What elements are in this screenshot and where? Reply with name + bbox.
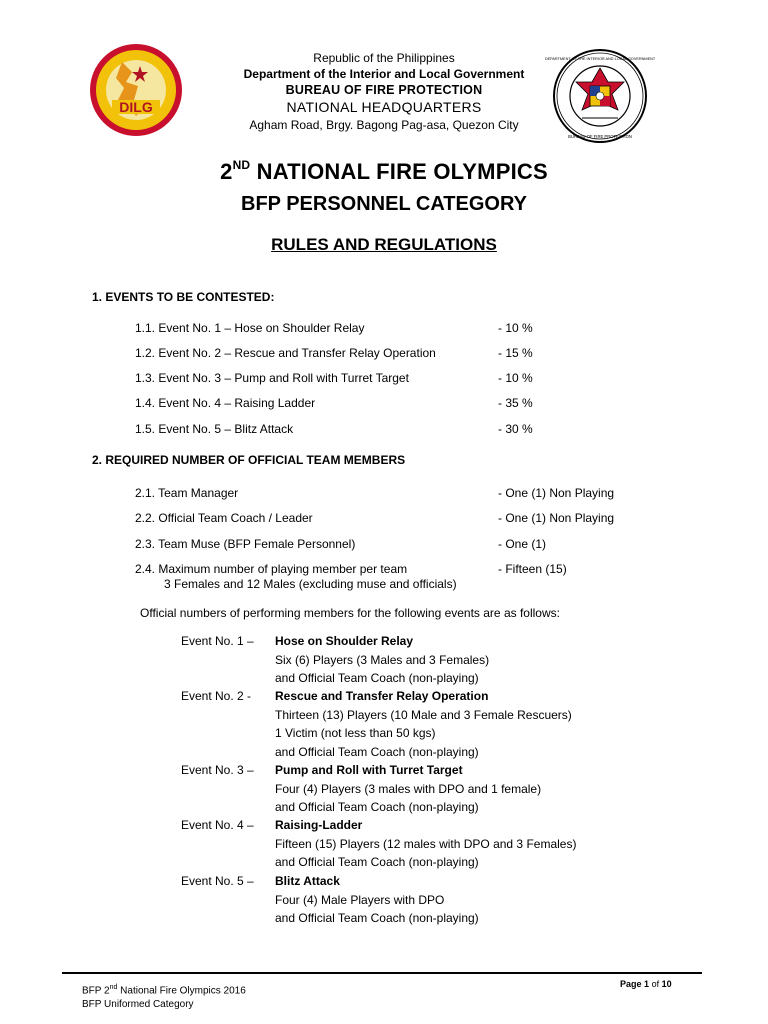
section1-heading: 1. EVENTS TO BE CONTESTED: [92, 290, 275, 304]
hq-line: NATIONAL HEADQUARTERS [286, 99, 482, 115]
svg-text:DEPARTMENT OF THE INTERIOR AND: DEPARTMENT OF THE INTERIOR AND LOCAL GOVERNMENT [544, 57, 656, 61]
section2-heading: 2. REQUIRED NUMBER OF OFFICIAL TEAM MEMBERS [92, 453, 406, 467]
category-title: BFP PERSONNEL CATEGORY [241, 193, 527, 215]
republic-line: Republic of the Philippines [313, 51, 455, 65]
letterhead [150, 50, 618, 133]
department-line: Department of the Interior and Local Government [243, 67, 525, 81]
performing-members-note: Official numbers of performing members for the following events are as follows: [140, 606, 560, 620]
address-line: Agham Road, Brgy. Bagong Pag-asa, Quezon City [249, 118, 519, 132]
footer-divider [62, 972, 702, 974]
rules-title: RULES AND REGULATIONS [271, 235, 497, 254]
bureau-line: BUREAU OF FIRE PROTECTION [285, 83, 483, 97]
document-page: DILG Republic of the Philippines Department of the Interior and Local Government BUREAU OF FIRE PROTECTION NATIONAL HEADQUARTERS Agham Road, Brgy. Bagong Pag-asa, Quezon City DEPARTMENT OF THE INTERIOR AND LOCAL GOVERNMENT BUREAU OF FIRE PROTECTION 2ND NATIONAL FIRE OLYMPICS BFP PERSONNEL CATEGORY RULES AND REGULATIONS 1. EVENTS TO BE CONTESTED: 1.1. Event No. 1 – Hose on Shoulder Relay - 10 % 1.2. Event No. 2 – Rescue and Transfer Relay Operation - 15 % 1.3. Event No. 3 – Pump and Roll with Turret Target - 10 % 1.4. Event No. 4 – Raising Ladder - 35 % 1.5. Event No. 5 – Blitz Attack - 30 % 2. REQUIRED NUMBER OF OFFICIAL TEAM MEMBERS 2.1. Team Manager - One (1) Non Playing 2.2. Official Team Coach / Leader - One (1) Non Playing 2.3. Team Muse (BFP Female Personnel) - One (1) 2.4. Maximum number of playing member per team - Fifteen (15) 3 Females and 12 Males (excluding muse and officials) Official numbers of performing members for the following events are as follows: Event No. 1 – Hose on Shoulder Relay Six (6) Players (3 Males and 3 Females) and Official Team Coach (non-playing) Event No. 2 - Rescue and Transfer Relay Operation Thirteen (13) Players (10 Male and 3 Female Rescuers) 1 Victim (not less than 50 kgs) and Official Team Coach (non-playing) Event No. 3 – Pump and Roll with Turret Target Four (4) Players (3 males with DPO and 1 female) and Official Team Coach (non-playing) Event No. 4 – Raising-Ladder Fifteen (15) Players (12 males with DPO and 3 Females) and Official Team Coach (non-playing) Event No. 5 – Blitz Attack Four (4) Male Players with DPO and Official Team Coach (non-playing) BFP 2nd National Fire Olympics 2016 BFP Uniformed Category Page 1 of 10 [0, 0, 768, 1024]
bfp-seal-logo [544, 48, 656, 144]
svg-text:DILG: DILG [119, 99, 153, 115]
footer-text: BFP 2nd National Fire Olympics 2016 BFP Uniformed Category [82, 984, 246, 1011]
event-title: 2ND NATIONAL FIRE OLYMPICS [220, 158, 548, 184]
svg-text:BUREAU OF FIRE PROTECTION: BUREAU OF FIRE PROTECTION [568, 134, 632, 139]
page-number: Page 1 of 10 [620, 979, 672, 989]
